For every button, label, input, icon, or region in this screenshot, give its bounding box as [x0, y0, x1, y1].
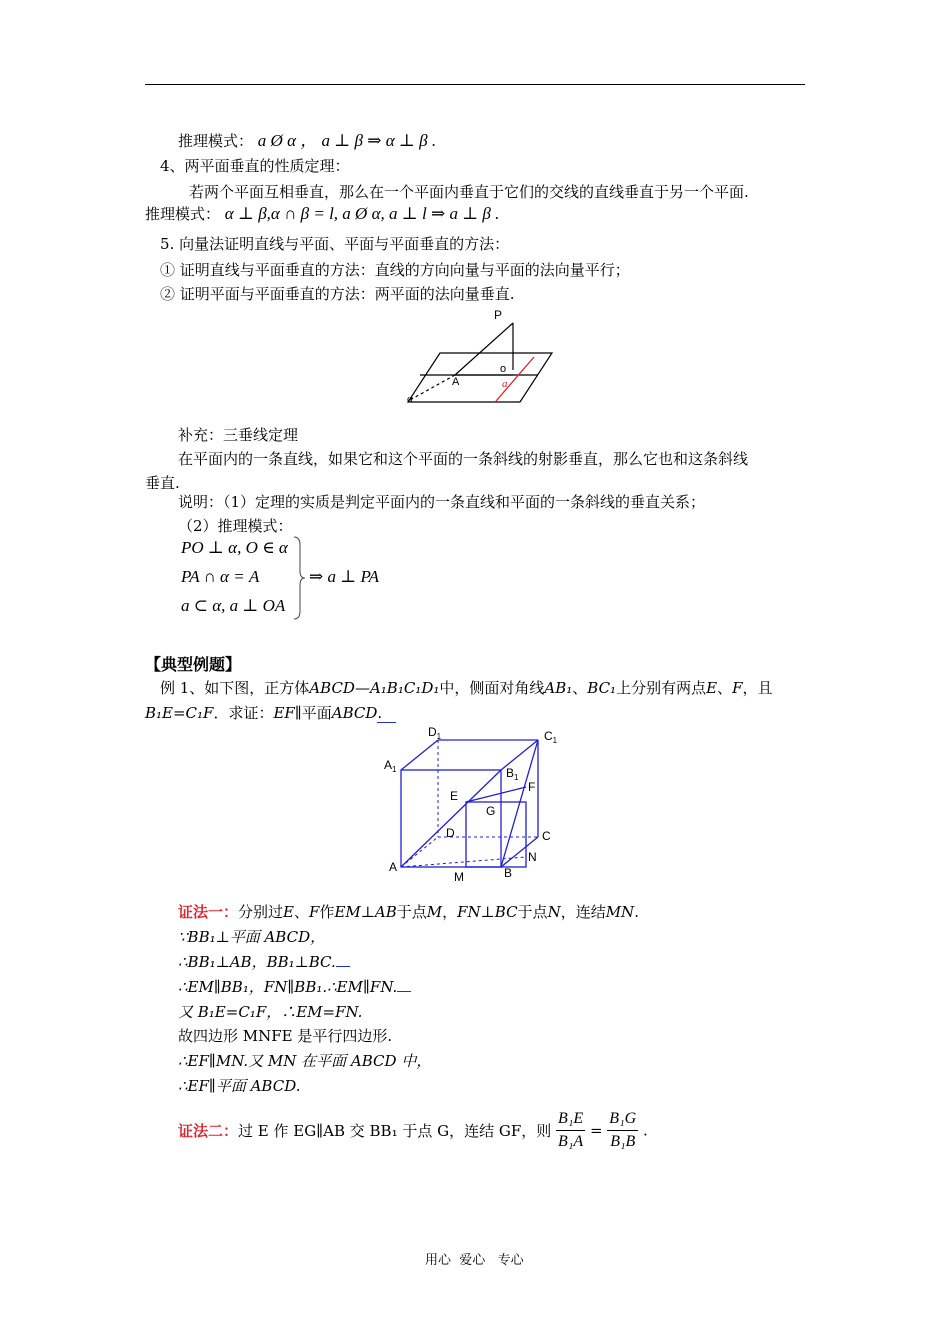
label-C1: $C_1$ [544, 729, 558, 745]
t: 、 [572, 679, 588, 697]
label-O: o [500, 363, 507, 375]
proof-1-line-4 [178, 976, 411, 997]
note-2: （2）推理模式： [178, 517, 293, 535]
condition-3: a ⊂ α, a ⊥ OA [181, 596, 286, 615]
label-P: P [494, 308, 503, 322]
t: ABCD [309, 679, 355, 697]
proof-1-line-8: ∴EF∥平面 ABCD. [178, 1077, 301, 1095]
label-C: C [542, 829, 551, 843]
t: 、 [717, 679, 733, 697]
t: 于点 [517, 903, 548, 921]
label-F: F [528, 780, 536, 794]
method-1: ① 证明直线与平面垂直的方法：直线的方向向量与平面的法向量平行； [160, 261, 630, 279]
inference-pattern-line-2 [145, 203, 499, 224]
t: 分别过 [238, 903, 284, 921]
t: F [309, 903, 320, 921]
formula: a Ø α ， a ⊥ β ⇒ α ⊥ β . [257, 131, 437, 150]
t: 中，侧面对角线 [439, 679, 545, 697]
theorem-text-1: 在平面内的一条直线，如果它和这个平面的一条斜线的射影垂直，那么它也和这条斜线 [178, 450, 749, 468]
proof-2-line-1 [178, 1108, 648, 1153]
numerator: B₁G [607, 1108, 638, 1131]
label-A: A [389, 860, 398, 874]
proof-1-line-6: 故四边形 MNFE 是平行四边形. [178, 1027, 393, 1045]
underline [397, 979, 411, 992]
t: N [547, 903, 561, 921]
t: ABCD [331, 704, 378, 722]
proof-label: 证法一： [178, 903, 239, 921]
label-A: A [452, 376, 460, 388]
label: 推理模式： [145, 205, 221, 223]
equals: = [589, 1121, 603, 1140]
t: ．求证： [213, 704, 274, 722]
three-perpendiculars-figure [400, 305, 560, 410]
theorem-heading-4: 4、两平面垂直的性质定理： [160, 157, 350, 175]
underline [336, 954, 350, 967]
t: A₁B₁C₁D₁ [369, 679, 440, 697]
label-M: M [454, 870, 464, 884]
label-alpha: α [407, 393, 413, 405]
label-A1: $A_1$ [384, 758, 397, 774]
t: AB₁ [544, 679, 573, 697]
theorem-text-2: 垂直. [145, 474, 180, 492]
t: AB [374, 903, 397, 921]
t: FN [457, 903, 481, 921]
proof-1-line-7: ∴EF∥MN.又 MN 在平面 ABCD 中， [178, 1052, 432, 1070]
proof-1-line-3 [178, 951, 350, 972]
example-1-line-1 [160, 677, 773, 698]
t: ∴EM∥BB₁，FN∥BB₁.∴EM∥FN. [178, 978, 398, 996]
fraction-1 [556, 1108, 585, 1153]
label: 推理模式： [178, 132, 254, 150]
fraction-2 [607, 1108, 638, 1153]
t: ⊥ [360, 903, 375, 921]
formula: α ⊥ β,α ∩ β = l, a Ø α, a ⊥ l ⇒ a ⊥ β . [224, 204, 500, 223]
t: ，连结 [560, 903, 606, 921]
t: ∥平面 [294, 704, 332, 722]
t: BC [494, 903, 518, 921]
proof-1-line-2: ∵BB₁⊥平面 ABCD， [178, 928, 326, 946]
label-D1: $D_1$ [428, 725, 442, 741]
numerator: B₁E [556, 1108, 585, 1131]
denominator: B₁B [610, 1133, 636, 1150]
t: 、 [293, 903, 309, 921]
header-rule [145, 84, 805, 85]
condition-1: PO ⊥ α, O ∈ α [181, 538, 288, 557]
t: . [377, 704, 396, 723]
t: — [354, 679, 370, 697]
theorem-statement: 若两个平面互相垂直，那么在一个平面内垂直于它们的交线的直线垂直于另一个平面. [189, 183, 749, 201]
right-brace [292, 535, 306, 621]
proof-1-line-5: 又 B₁E=C₁F，∴EM=FN. [178, 1003, 363, 1021]
t: E [283, 903, 294, 921]
label-E: E [450, 789, 459, 803]
t: ， [442, 903, 458, 921]
inference-pattern-line-1 [178, 126, 436, 151]
label-B1: $B_1$ [506, 766, 519, 782]
page-footer: 用心 爱心 专心 [425, 1253, 524, 1268]
t: 于点 [396, 903, 427, 921]
t: MN [605, 903, 635, 921]
cube-figure [380, 725, 570, 885]
t: 过 E 作 EG∥AB 交 BB₁ 于点 G，连结 GF，则 [238, 1122, 552, 1140]
t: . [634, 903, 639, 921]
proof-label: 证法二： [178, 1122, 239, 1140]
note-1: 说明：（1）定理的实质是判定平面内的一条直线和平面的一条斜线的垂直关系； [178, 493, 706, 511]
proof-1-line-1 [178, 901, 639, 922]
label-D: D [446, 826, 455, 840]
label-B: B [504, 866, 513, 880]
conclusion: ⇒ a ⊥ PA [309, 567, 380, 586]
t: B₁E=C₁F [145, 704, 214, 722]
t: M [426, 903, 443, 921]
t: ⊥ [480, 903, 495, 921]
period: . [642, 1121, 648, 1140]
t: 例 1、如下图，正方体 [160, 679, 310, 697]
t: 上分别有两点 [616, 679, 707, 697]
denominator: B₁A [558, 1133, 584, 1150]
t: E [706, 679, 718, 697]
label-N: N [528, 850, 537, 864]
section-heading-examples: 【典型例题】 [145, 655, 242, 674]
method-2: ② 证明平面与平面垂直的方法：两平面的法向量垂直. [160, 285, 515, 303]
t: F [732, 679, 743, 697]
t: ∴BB₁⊥AB，BB₁⊥BC. [178, 953, 336, 971]
t: 作 [319, 903, 335, 921]
t: BC₁ [587, 679, 617, 697]
section-heading-5: 5. 向量法证明直线与平面、平面与平面垂直的方法： [160, 235, 510, 253]
label-a: a [502, 378, 508, 390]
t: EM [334, 903, 361, 921]
example-1-line-2 [145, 702, 396, 723]
supplement-heading: 补充：三垂线定理 [178, 426, 299, 444]
t: EF [273, 704, 295, 722]
t: ，且 [742, 679, 773, 697]
condition-2: PA ∩ α = A [181, 567, 260, 586]
label-G: G [486, 804, 496, 818]
